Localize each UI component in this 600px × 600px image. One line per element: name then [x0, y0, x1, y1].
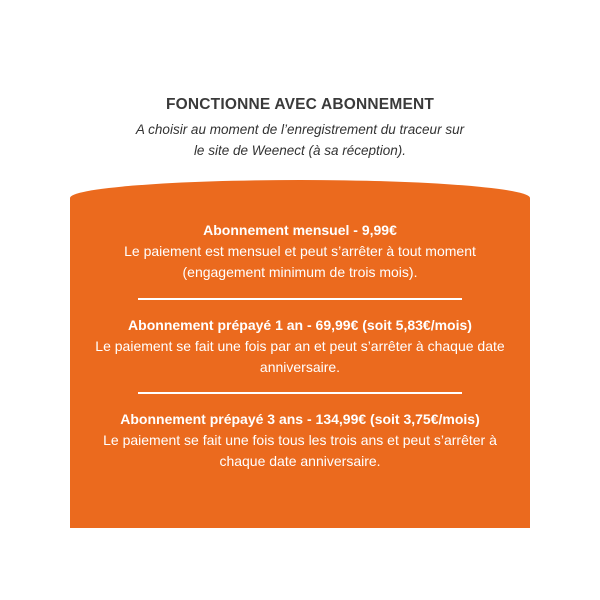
plan-prepaid-3-years	[90, 409, 510, 472]
plan-name: Abonnement prépayé 1 an - 69,99€ (soit 5,83€/mois)	[128, 317, 472, 333]
plan-description: Le paiement se fait une fois tous les trois ans et peut s’arrêter à chaque date anniversaire.	[103, 432, 497, 469]
divider	[138, 298, 462, 300]
plan-name: Abonnement mensuel - 9,99€	[203, 222, 397, 238]
page-title: FONCTIONNE AVEC ABONNEMENT	[165, 96, 435, 113]
plan-description: Le paiement est mensuel et peut s’arrêter à tout moment (engagement minimum de trois mois).	[124, 243, 476, 280]
plan-description: Le paiement se fait une fois par an et peut s’arrêter à chaque date anniversaire.	[95, 338, 505, 375]
plan-name: Abonnement prépayé 3 ans - 134,99€ (soit 3,75€/mois)	[120, 411, 480, 427]
subscription-panel	[70, 180, 530, 528]
page-subtitle: A choisir au moment de l’enregistrement du traceur sur le site de Weenect (à sa réception).	[135, 122, 465, 158]
plan-monthly	[90, 220, 510, 283]
header	[0, 93, 600, 161]
divider	[138, 392, 462, 394]
plan-prepaid-1-year	[90, 315, 510, 378]
